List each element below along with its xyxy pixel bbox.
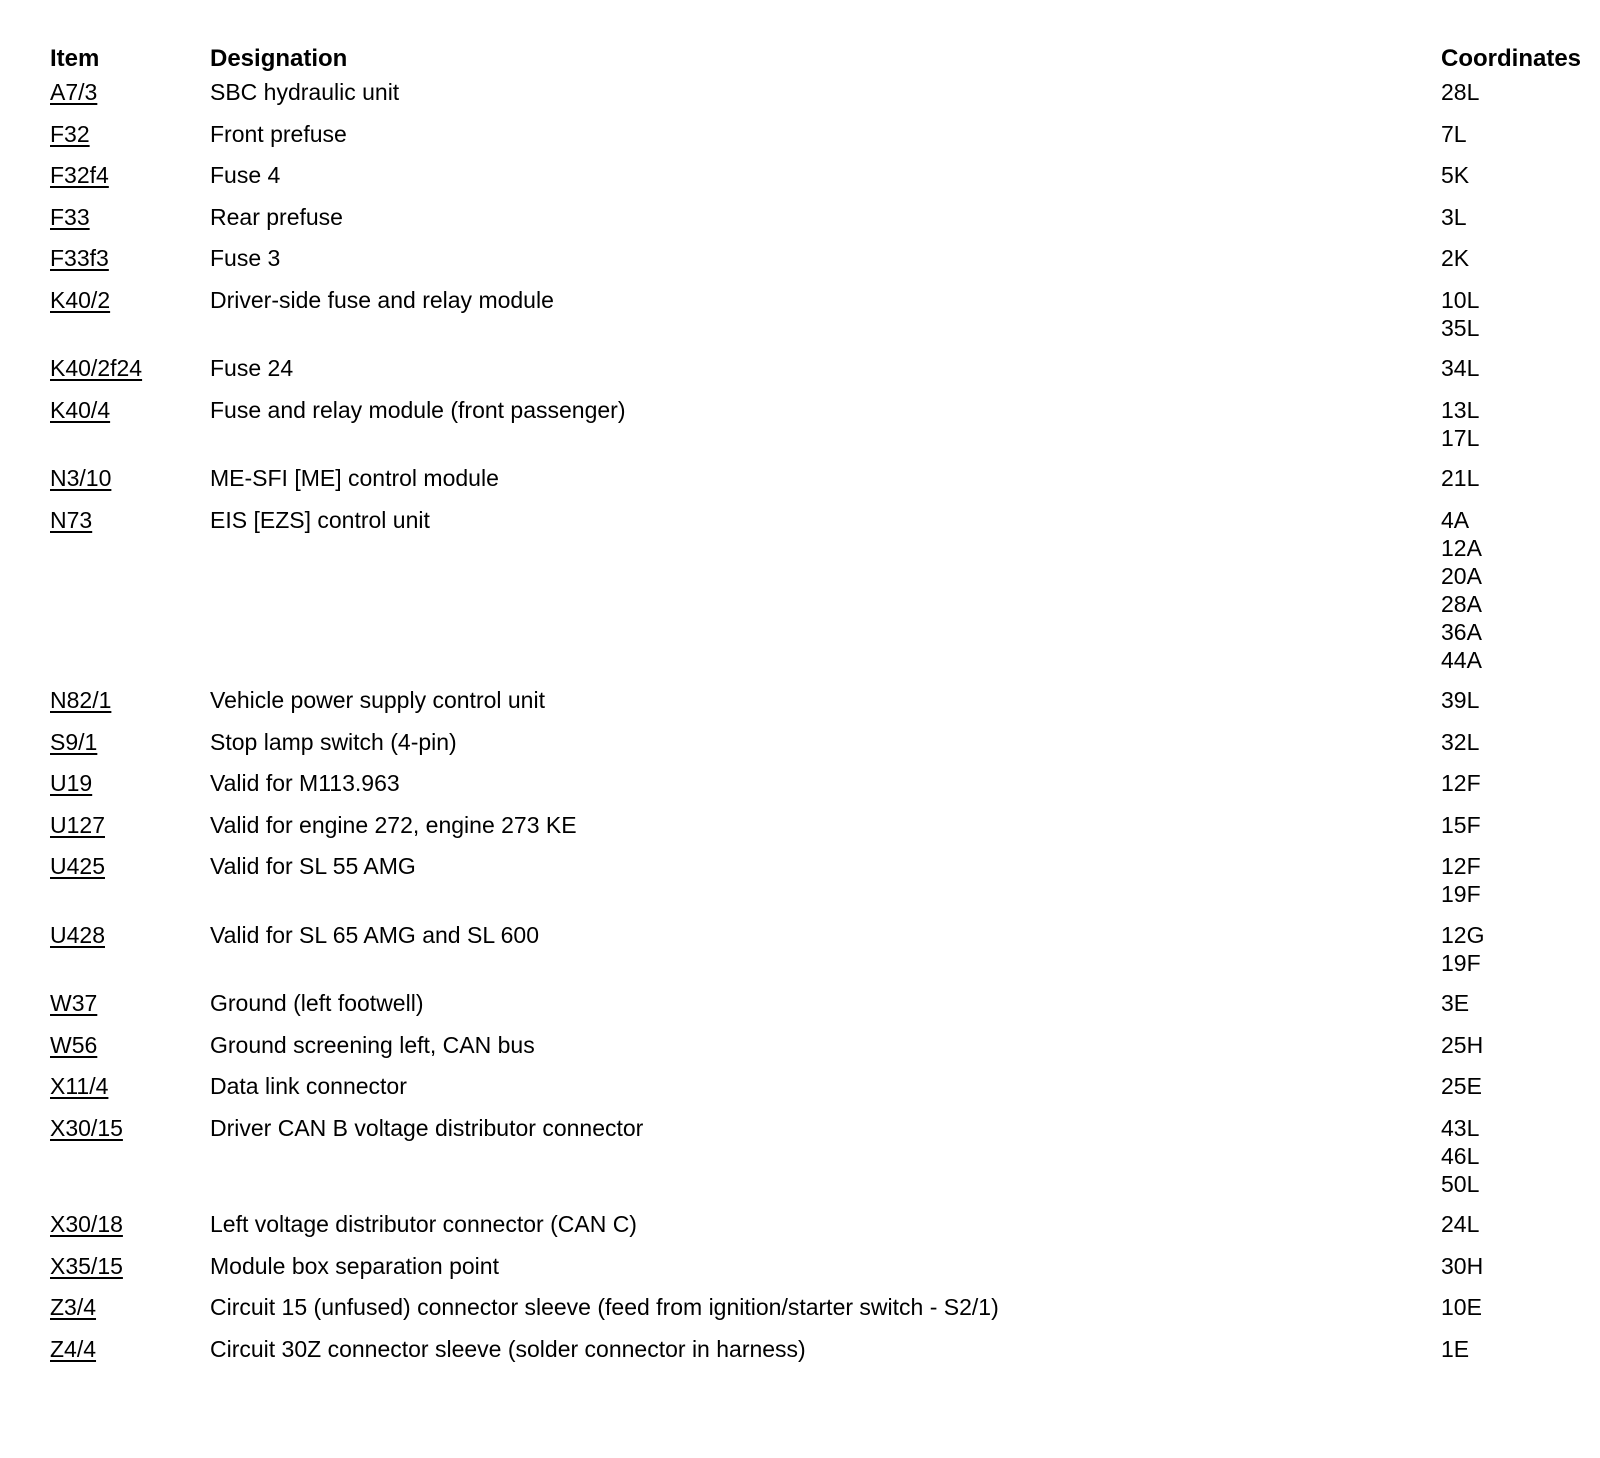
table-row bbox=[50, 811, 1580, 840]
item-cell bbox=[50, 120, 210, 149]
designation-cell bbox=[210, 1293, 1441, 1322]
coordinates-cell bbox=[1441, 1031, 1580, 1059]
designation-text: Stop lamp switch (4-pin) bbox=[210, 728, 457, 755]
item-cell bbox=[50, 1072, 210, 1101]
designation-text: Front prefuse bbox=[210, 120, 347, 147]
designation-cell bbox=[210, 286, 1441, 315]
designation-text: Valid for SL 55 AMG bbox=[210, 853, 416, 879]
coordinate-value: 7L bbox=[1441, 120, 1467, 147]
designation-cell bbox=[210, 161, 1441, 190]
item-cell bbox=[50, 161, 210, 190]
coordinates-cell bbox=[1441, 811, 1580, 839]
header-designation: Designation bbox=[210, 45, 348, 72]
designation-text: ME-SFI [ME] control module bbox=[210, 465, 499, 491]
coordinate-value: 13L bbox=[1441, 396, 1480, 423]
item-cell bbox=[50, 354, 210, 383]
coordinates-cell bbox=[1441, 1335, 1580, 1363]
item-link[interactable]: Z4/4 bbox=[50, 1335, 97, 1362]
coordinates-cell bbox=[1441, 78, 1580, 106]
designation-cell bbox=[210, 1114, 1441, 1143]
item-cell bbox=[50, 811, 210, 840]
item-cell bbox=[50, 921, 210, 950]
coordinates-cell bbox=[1441, 396, 1580, 452]
table-row bbox=[50, 354, 1580, 383]
item-cell bbox=[50, 203, 210, 232]
coordinate-value: 12A bbox=[1441, 534, 1482, 561]
coordinates-cell bbox=[1441, 161, 1580, 189]
table-row bbox=[50, 686, 1580, 715]
table-row bbox=[50, 244, 1580, 273]
coordinate-value: 2K bbox=[1441, 245, 1470, 271]
coordinate-value: 12F bbox=[1441, 770, 1481, 796]
item-cell bbox=[50, 506, 210, 535]
item-link[interactable]: X35/15 bbox=[50, 1252, 123, 1279]
item-link[interactable]: W56 bbox=[50, 1031, 98, 1058]
coordinate-value: 15F bbox=[1441, 811, 1481, 838]
table-row bbox=[50, 1072, 1580, 1101]
table-row bbox=[50, 1293, 1580, 1322]
coordinate-value: 43L bbox=[1441, 1114, 1480, 1141]
table-row bbox=[50, 1210, 1580, 1239]
coordinates-cell bbox=[1441, 1114, 1580, 1198]
table-row bbox=[50, 464, 1580, 493]
header-item: Item bbox=[50, 45, 100, 72]
coordinate-value: 46L bbox=[1441, 1142, 1480, 1169]
component-legend-table bbox=[50, 44, 1580, 1376]
table-row bbox=[50, 1335, 1580, 1364]
coordinates-cell bbox=[1441, 686, 1580, 714]
coordinate-value: 12F bbox=[1441, 853, 1481, 879]
designation-text: Rear prefuse bbox=[210, 203, 343, 230]
item-link[interactable]: U428 bbox=[50, 921, 105, 948]
item-link[interactable]: Z3/4 bbox=[50, 1294, 97, 1320]
designation-cell bbox=[210, 728, 1441, 757]
designation-text: Data link connector bbox=[210, 1073, 407, 1099]
item-link[interactable]: K40/4 bbox=[50, 396, 111, 423]
designation-cell bbox=[210, 396, 1441, 425]
item-link[interactable]: N82/1 bbox=[50, 687, 112, 713]
table-row bbox=[50, 203, 1580, 232]
item-link[interactable]: U127 bbox=[50, 811, 105, 838]
coordinate-value: 28A bbox=[1441, 590, 1482, 617]
item-cell bbox=[50, 1114, 210, 1143]
table-row bbox=[50, 506, 1580, 674]
coordinate-value: 25H bbox=[1441, 1031, 1484, 1058]
item-cell bbox=[50, 1335, 210, 1364]
coordinate-value: 30H bbox=[1441, 1252, 1484, 1279]
item-link[interactable]: X30/15 bbox=[50, 1114, 123, 1141]
item-cell bbox=[50, 1293, 210, 1322]
coordinate-value: 35L bbox=[1441, 314, 1480, 341]
item-cell bbox=[50, 686, 210, 715]
coordinate-value: 24L bbox=[1441, 1211, 1480, 1237]
item-link[interactable]: U425 bbox=[50, 853, 105, 879]
item-link[interactable]: X30/18 bbox=[50, 1211, 123, 1237]
item-cell bbox=[50, 769, 210, 798]
item-link[interactable]: S9/1 bbox=[50, 728, 98, 755]
item-link[interactable]: F33f3 bbox=[50, 245, 109, 271]
designation-cell bbox=[210, 354, 1441, 383]
item-link[interactable]: N73 bbox=[50, 506, 93, 533]
coordinates-cell bbox=[1441, 464, 1580, 492]
item-link[interactable]: K40/2f24 bbox=[50, 355, 143, 381]
coordinate-value: 44A bbox=[1441, 646, 1482, 673]
designation-cell bbox=[210, 78, 1441, 107]
item-link[interactable]: X11/4 bbox=[50, 1073, 109, 1099]
table-row bbox=[50, 161, 1580, 190]
designation-text: EIS [EZS] control unit bbox=[210, 506, 430, 533]
designation-cell bbox=[210, 811, 1441, 840]
designation-cell bbox=[210, 1210, 1441, 1239]
designation-cell bbox=[210, 203, 1441, 232]
coordinates-cell bbox=[1441, 989, 1580, 1017]
designation-cell bbox=[210, 244, 1441, 273]
table-row bbox=[50, 78, 1580, 107]
coordinate-value: 19F bbox=[1441, 881, 1481, 907]
coordinate-value: 21L bbox=[1441, 465, 1480, 491]
table-header-row bbox=[50, 44, 1580, 78]
header-coordinates: Coordinates bbox=[1441, 45, 1582, 72]
coordinate-value: 32L bbox=[1441, 728, 1480, 755]
designation-text: Valid for M113.963 bbox=[210, 770, 400, 796]
coordinate-value: 10L bbox=[1441, 286, 1480, 313]
coordinates-cell bbox=[1441, 506, 1580, 674]
item-cell bbox=[50, 244, 210, 273]
designation-cell bbox=[210, 1072, 1441, 1101]
designation-cell bbox=[210, 989, 1441, 1018]
designation-text: Fuse 3 bbox=[210, 245, 281, 271]
table-row bbox=[50, 728, 1580, 757]
designation-text: Fuse and relay module (front passenger) bbox=[210, 396, 626, 423]
table-row bbox=[50, 852, 1580, 908]
item-cell bbox=[50, 396, 210, 425]
coordinate-value: 39L bbox=[1441, 687, 1480, 713]
item-cell bbox=[50, 78, 210, 107]
designation-text: Ground (left footwell) bbox=[210, 990, 424, 1016]
item-link[interactable]: F32 bbox=[50, 120, 90, 147]
designation-cell bbox=[210, 921, 1441, 950]
item-link[interactable]: F33 bbox=[50, 203, 90, 230]
designation-text: Valid for SL 65 AMG and SL 600 bbox=[210, 921, 540, 948]
item-link[interactable]: W37 bbox=[50, 990, 98, 1016]
designation-cell bbox=[210, 464, 1441, 493]
designation-cell bbox=[210, 852, 1441, 881]
coordinate-value: 1E bbox=[1441, 1335, 1470, 1362]
coordinate-value: 4A bbox=[1441, 506, 1470, 533]
designation-cell bbox=[210, 506, 1441, 535]
item-link[interactable]: F32f4 bbox=[50, 162, 109, 188]
table-row bbox=[50, 921, 1580, 977]
designation-text: Left voltage distributor connector (CAN C) bbox=[210, 1211, 637, 1237]
table-row bbox=[50, 1252, 1580, 1281]
item-link[interactable]: K40/2 bbox=[50, 286, 111, 313]
designation-cell bbox=[210, 120, 1441, 149]
coordinate-value: 10E bbox=[1441, 1294, 1482, 1320]
item-cell bbox=[50, 1031, 210, 1060]
coordinate-value: 34L bbox=[1441, 355, 1480, 381]
designation-cell bbox=[210, 1031, 1441, 1060]
coordinates-cell bbox=[1441, 728, 1580, 756]
coordinate-value: 25E bbox=[1441, 1073, 1482, 1099]
table-row bbox=[50, 1114, 1580, 1198]
designation-text: Vehicle power supply control unit bbox=[210, 687, 545, 713]
coordinates-cell bbox=[1441, 852, 1580, 908]
coordinates-cell bbox=[1441, 1210, 1580, 1238]
coordinate-value: 3L bbox=[1441, 203, 1467, 230]
table-row bbox=[50, 769, 1580, 798]
item-link[interactable]: U19 bbox=[50, 770, 93, 796]
item-cell bbox=[50, 852, 210, 881]
designation-text: Fuse 4 bbox=[210, 162, 281, 188]
coordinate-value: 5K bbox=[1441, 162, 1470, 188]
coordinates-cell bbox=[1441, 120, 1580, 148]
designation-cell bbox=[210, 1335, 1441, 1364]
coordinates-cell bbox=[1441, 1072, 1580, 1100]
designation-text: Module box separation point bbox=[210, 1252, 499, 1279]
designation-text: Driver-side fuse and relay module bbox=[210, 286, 554, 313]
coordinate-value: 3E bbox=[1441, 990, 1470, 1016]
coordinates-cell bbox=[1441, 203, 1580, 231]
designation-text: Driver CAN B voltage distributor connector bbox=[210, 1114, 644, 1141]
designation-text: Valid for engine 272, engine 273 KE bbox=[210, 811, 577, 838]
designation-cell bbox=[210, 769, 1441, 798]
coordinate-value: 36A bbox=[1441, 618, 1482, 645]
coordinate-value: 19F bbox=[1441, 949, 1481, 976]
table-row bbox=[50, 396, 1580, 452]
designation-text: SBC hydraulic unit bbox=[210, 79, 400, 105]
table-row bbox=[50, 286, 1580, 342]
coordinate-value: 17L bbox=[1441, 424, 1480, 451]
coordinates-cell bbox=[1441, 286, 1580, 342]
item-link[interactable]: A7/3 bbox=[50, 79, 98, 105]
coordinates-cell bbox=[1441, 1252, 1580, 1280]
coordinate-value: 20A bbox=[1441, 562, 1482, 589]
designation-text: Circuit 15 (unfused) connector sleeve (feed from ignition/starter switch - S2/1) bbox=[210, 1294, 999, 1320]
item-cell bbox=[50, 989, 210, 1018]
designation-cell bbox=[210, 686, 1441, 715]
designation-cell bbox=[210, 1252, 1441, 1281]
coordinates-cell bbox=[1441, 354, 1580, 382]
coordinates-cell bbox=[1441, 244, 1580, 272]
item-cell bbox=[50, 464, 210, 493]
coordinate-value: 12G bbox=[1441, 921, 1485, 948]
table-row bbox=[50, 120, 1580, 149]
item-cell bbox=[50, 1252, 210, 1281]
item-link[interactable]: N3/10 bbox=[50, 465, 112, 491]
item-cell bbox=[50, 286, 210, 315]
table-row bbox=[50, 989, 1580, 1018]
coordinates-cell bbox=[1441, 1293, 1580, 1321]
table-body bbox=[50, 78, 1580, 1364]
coordinates-cell bbox=[1441, 769, 1580, 797]
item-cell bbox=[50, 1210, 210, 1239]
item-cell bbox=[50, 728, 210, 757]
designation-text: Ground screening left, CAN bus bbox=[210, 1031, 535, 1058]
coordinate-value: 28L bbox=[1441, 79, 1480, 105]
designation-text: Circuit 30Z connector sleeve (solder connector in harness) bbox=[210, 1335, 806, 1362]
coordinates-cell bbox=[1441, 921, 1580, 977]
table-row bbox=[50, 1031, 1580, 1060]
designation-text: Fuse 24 bbox=[210, 355, 294, 381]
coordinate-value: 50L bbox=[1441, 1170, 1480, 1197]
